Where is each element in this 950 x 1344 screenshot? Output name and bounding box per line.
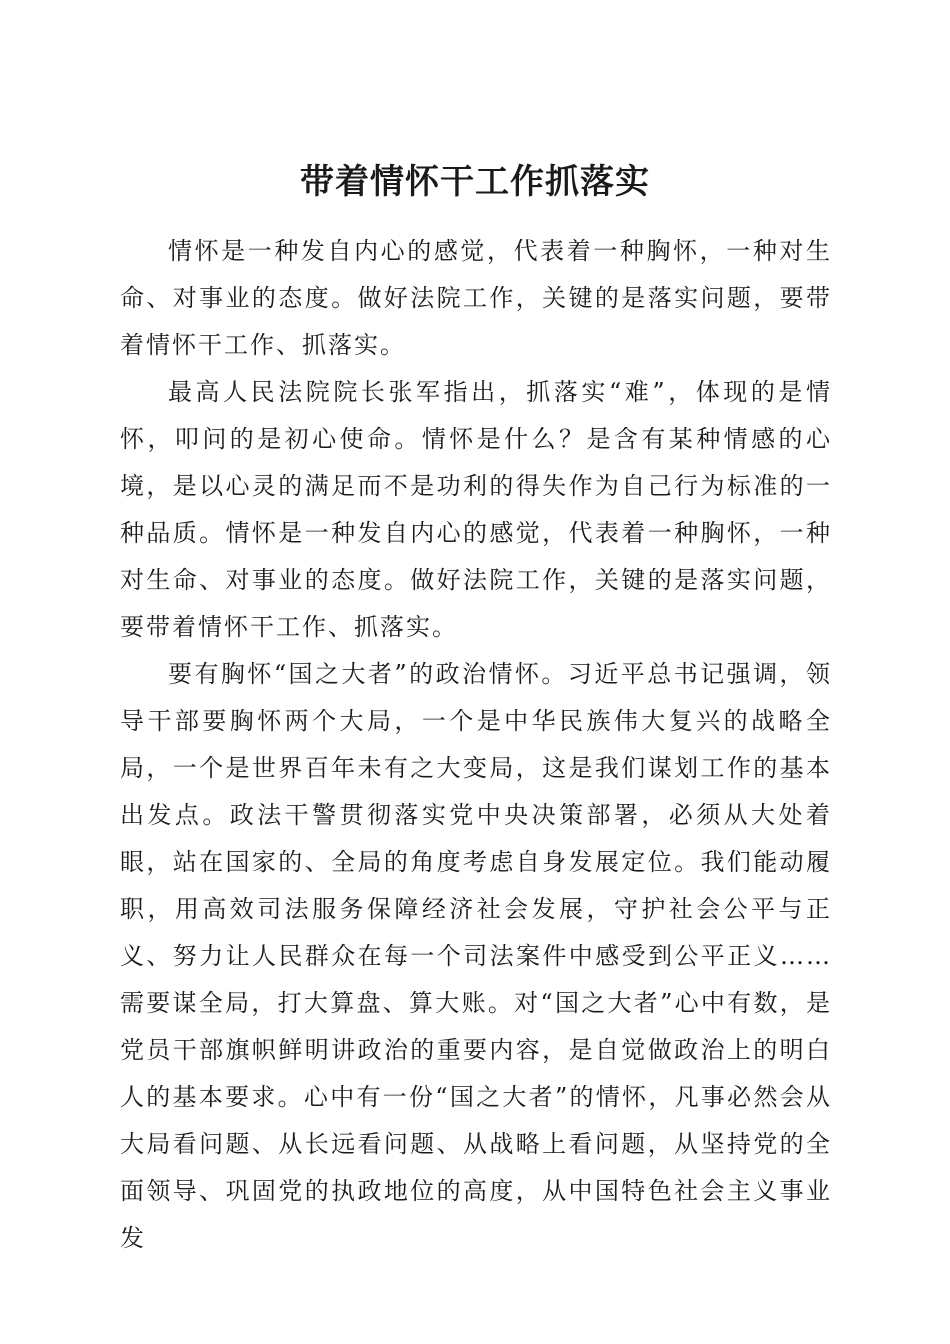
paragraph-3: 要有胸怀“国之大者”的政治情怀。习近平总书记强调，领导干部要胸怀两个大局，一个是中华民族伟大复兴的战略全局，一个是世界百年未有之大变局，这是我们谋划工作的基本出发点。政法干警贯彻落实党中央决策部署，必须从大处着眼，站在国家的、全局的角度考虑自身发展定位。我们能动履职，用高效司法服务保障经济社会发展，守护社会公平与正义、努力让人民群众在每一个司法案件中感受到公平正义……需要谋全局，打大算盘、算大账。对“国之大者”心中有数，是党员干部旗帜鲜明讲政治的重要内容，是自觉做政治上的明白人的基本要求。心中有一份“国之大者”的情怀，凡事必然会从大局看问题、从长远看问题、从战略上看问题，从坚持党的全面领导、巩固党的执政地位的高度，从中国特色社会主义事业发 bbox=[120, 660, 832, 1252]
paragraph-1: 情怀是一种发自内心的感觉，代表着一种胸怀，一种对生命、对事业的态度。做好法院工作，关键的是落实问题，要带着情怀干工作、抓落实。 bbox=[120, 237, 832, 359]
paragraph-2: 最高人民法院院长张军指出，抓落实“难”，体现的是情怀，叩问的是初心使命。情怀是什么？是含有某种情感的心境，是以心灵的满足而不是功利的得失作为自己行为标准的一种品质。情怀是一种发自内心的感觉，代表着一种胸怀，一种对生命、对事业的态度。做好法院工作，关键的是落实问题，要带着情怀干工作、抓落实。 bbox=[120, 378, 832, 641]
document-title: 带着情怀干工作抓落实 bbox=[300, 161, 650, 202]
document-body bbox=[120, 228, 832, 1262]
